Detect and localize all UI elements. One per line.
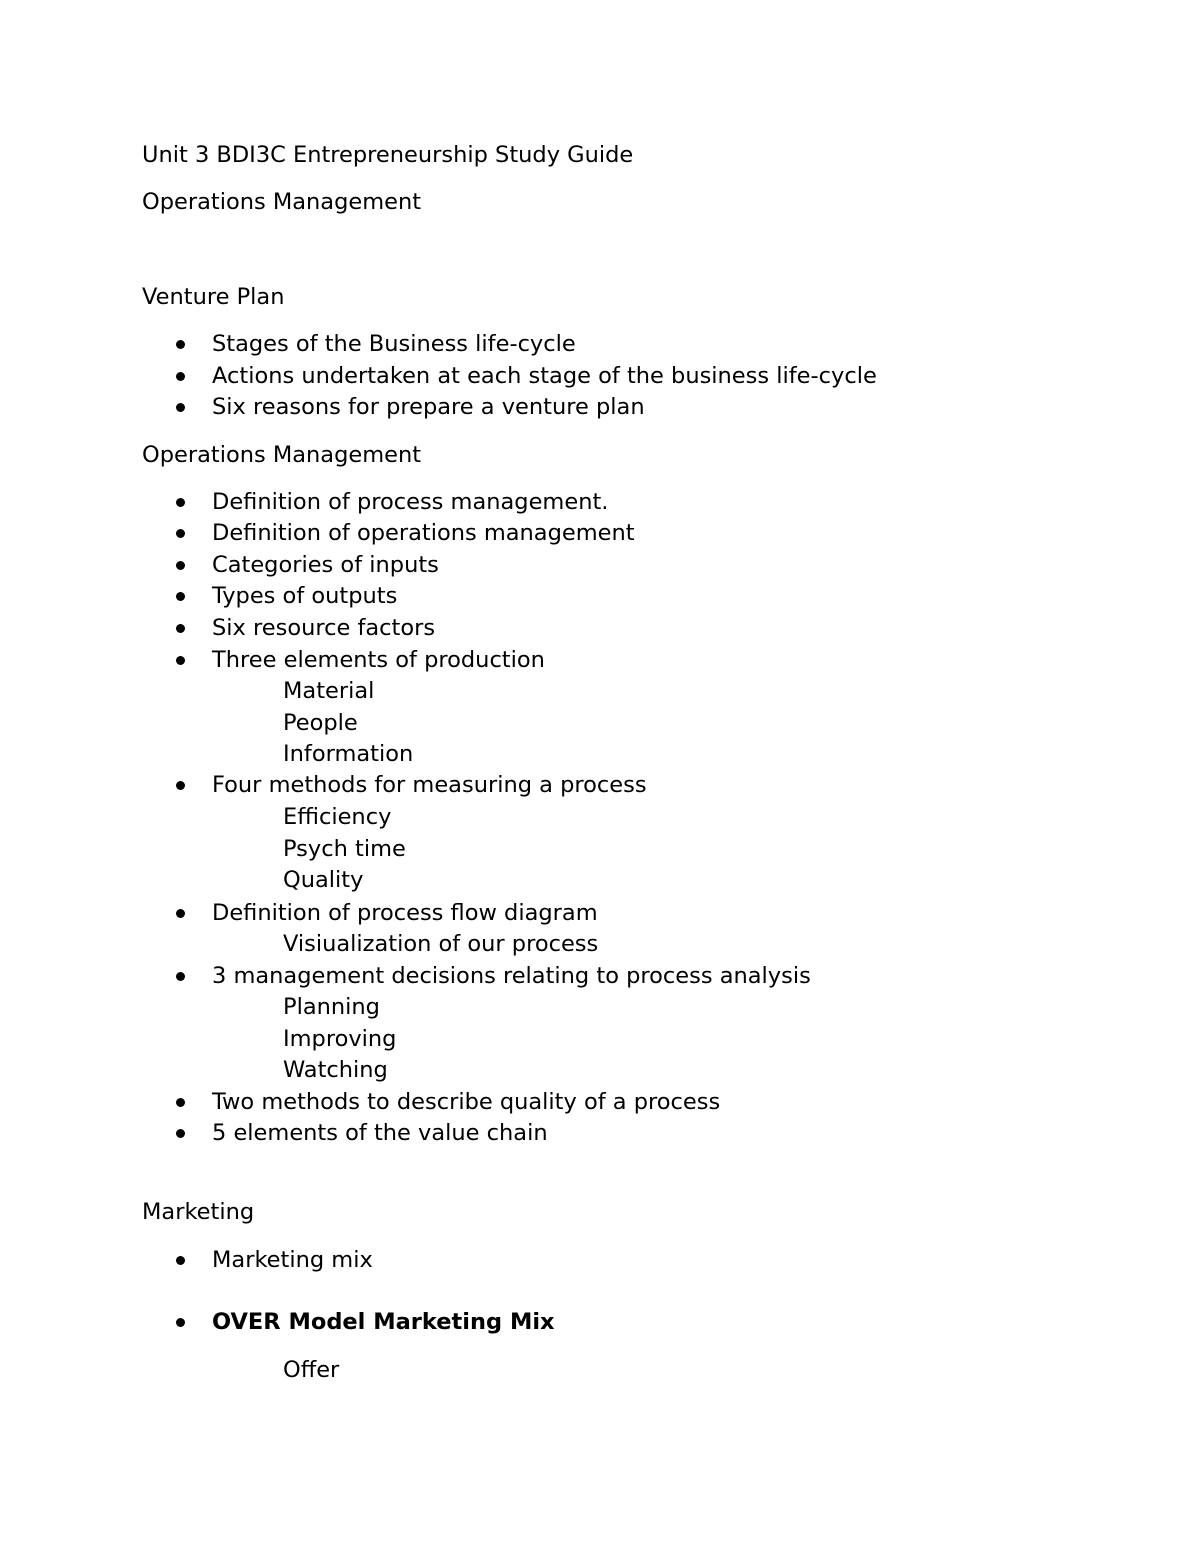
venture-plan-heading: Venture Plan: [142, 284, 285, 310]
list-item: Types of outputs: [212, 583, 398, 609]
bullet-icon: [176, 372, 185, 381]
bullet-icon: [176, 909, 185, 918]
doc-subtitle: Operations Management: [142, 189, 422, 215]
list-item: Actions undertaken at each stage of the business life-cycle: [212, 363, 877, 389]
list-item: Six reasons for prepare a venture plan: [212, 394, 645, 420]
list-item: Two methods to describe quality of a process: [212, 1089, 721, 1115]
list-item-bold: OVER Model Marketing Mix: [212, 1309, 555, 1335]
bullet-icon: [176, 592, 185, 601]
marketing-heading: Marketing: [142, 1199, 255, 1225]
list-item: Six resource factors: [212, 615, 436, 641]
sub-item: People: [283, 710, 358, 736]
list-item: Three elements of production: [212, 647, 545, 673]
sub-item: Improving: [283, 1026, 397, 1052]
sub-item: Psych time: [283, 836, 406, 862]
list-item: Marketing mix: [212, 1247, 373, 1273]
doc-title: Unit 3 BDI3C Entrepreneurship Study Guide: [142, 142, 634, 168]
sub-item: Offer: [283, 1357, 340, 1383]
bullet-icon: [176, 1318, 185, 1327]
bullet-icon: [176, 561, 185, 570]
list-item: Definition of process flow diagram: [212, 900, 598, 926]
bullet-icon: [176, 972, 185, 981]
sub-item: Visiualization of our process: [283, 931, 599, 957]
list-item: 5 elements of the value chain: [212, 1120, 548, 1146]
sub-item: Information: [283, 741, 414, 767]
list-item: Definition of process management.: [212, 489, 609, 515]
bullet-icon: [176, 529, 185, 538]
bullet-icon: [176, 781, 185, 790]
bullet-icon: [176, 1129, 185, 1138]
list-item: Categories of inputs: [212, 552, 439, 578]
sub-item: Quality: [283, 867, 364, 893]
sub-item: Material: [283, 678, 375, 704]
list-item: Definition of operations management: [212, 520, 635, 546]
bullet-icon: [176, 340, 185, 349]
list-item: Stages of the Business life-cycle: [212, 331, 576, 357]
sub-item: Planning: [283, 994, 380, 1020]
bullet-icon: [176, 403, 185, 412]
operations-heading: Operations Management: [142, 442, 422, 468]
sub-item: Watching: [283, 1057, 388, 1083]
bullet-icon: [176, 1256, 185, 1265]
list-item: Four methods for measuring a process: [212, 772, 647, 798]
bullet-icon: [176, 624, 185, 633]
bullet-icon: [176, 498, 185, 507]
bullet-icon: [176, 1098, 185, 1107]
bullet-icon: [176, 656, 185, 665]
list-item: 3 management decisions relating to process analysis: [212, 963, 811, 989]
sub-item: Efficiency: [283, 804, 392, 830]
